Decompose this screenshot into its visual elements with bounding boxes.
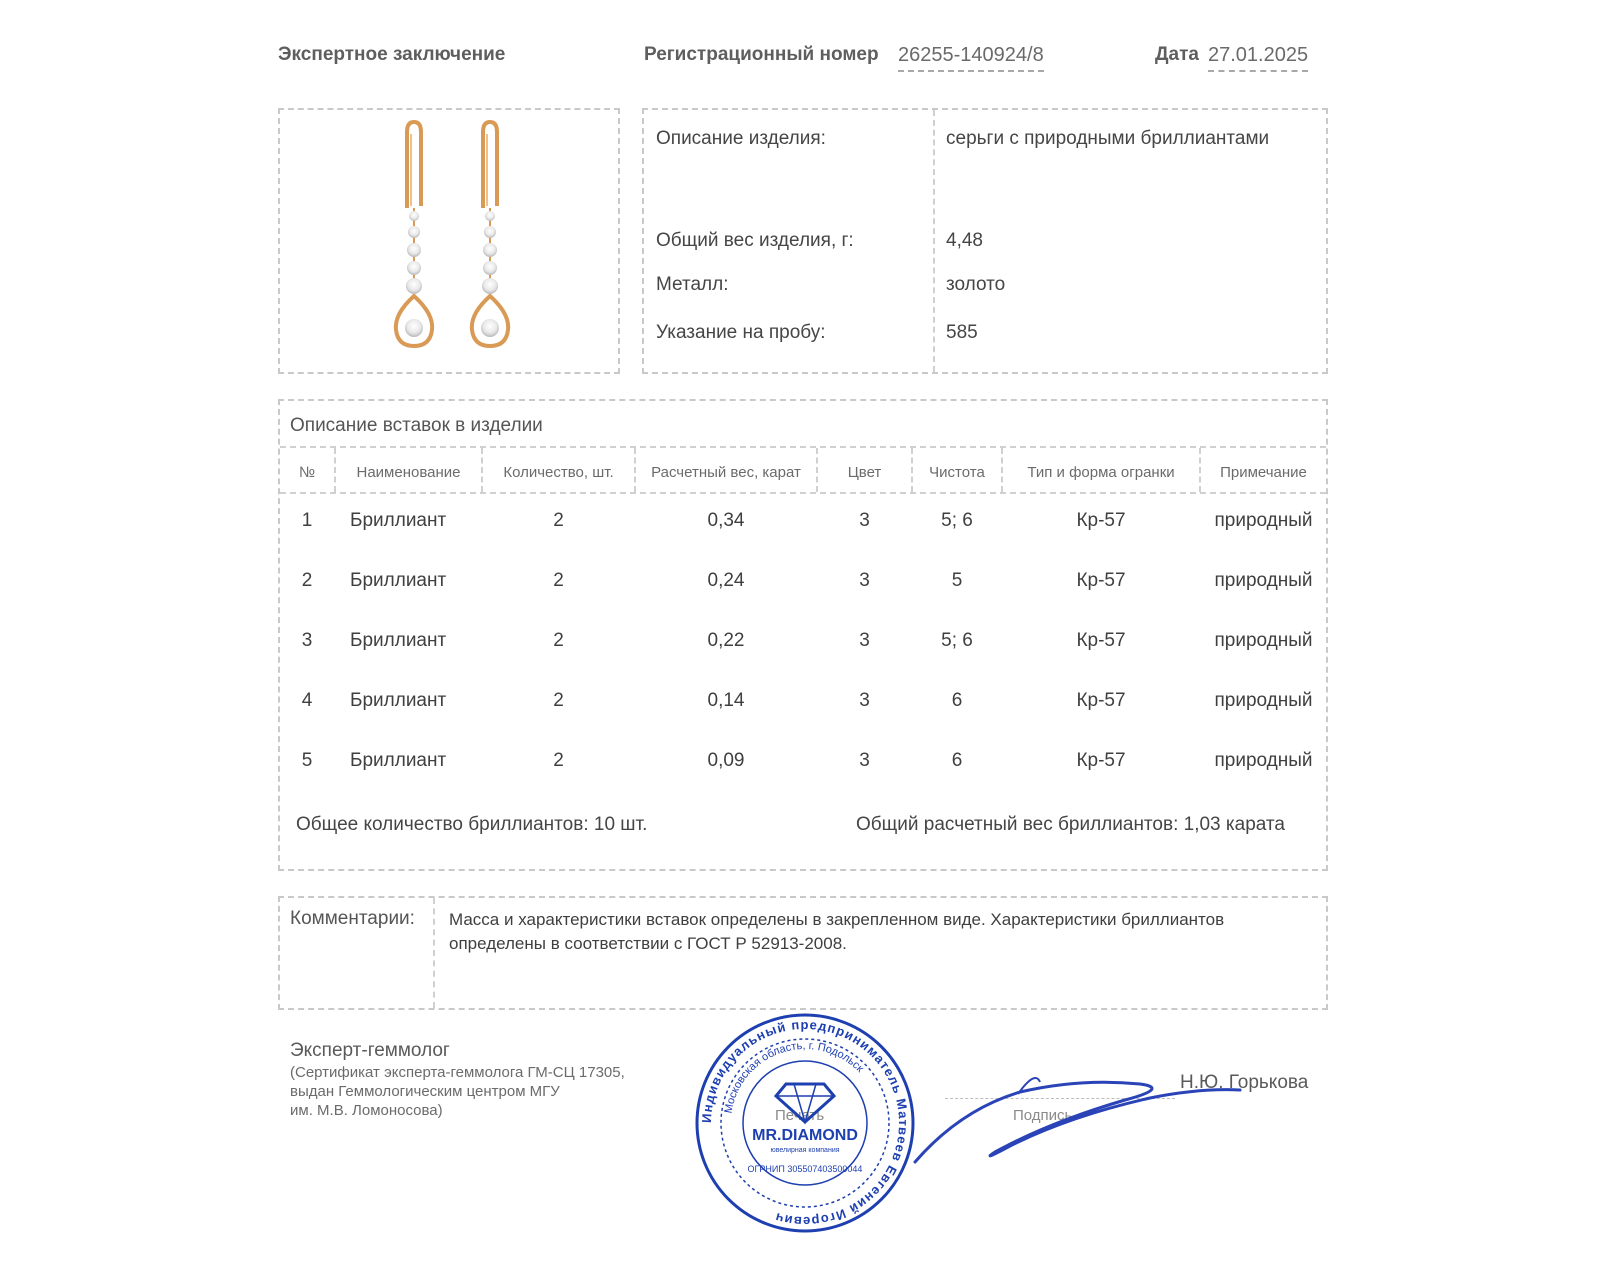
cell-weight: 0,22 — [707, 630, 745, 651]
cell-name: Бриллиант — [350, 570, 447, 591]
col-header-quantity: Количество, шт. — [503, 464, 614, 481]
item-metal-value: золото — [946, 274, 1006, 295]
cell-number: 1 — [301, 510, 313, 531]
table-row — [280, 630, 1326, 660]
cell-number: 4 — [301, 690, 313, 711]
col-header-weight: Расчетный вес, карат — [651, 464, 801, 481]
signature — [900, 1070, 1250, 1170]
col-header-name: Наименование — [356, 464, 461, 481]
cell-quantity: 2 — [553, 630, 564, 651]
expert-cert-line-1: (Сертификат эксперта-геммолога ГМ-СЦ 17305, — [290, 1064, 625, 1081]
total-weight: Общий расчетный вес бриллиантов: 1,03 карата — [856, 814, 1285, 835]
item-assay-label: Указание на пробу: — [656, 322, 826, 343]
comments-text: Масса и характеристики вставок определены в закрепленном виде. Характеристики бриллиантов определены в соответствии с ГОСТ Р 52913-2008. — [449, 910, 1225, 953]
total-count: Общее количество бриллиантов: 10 шт. — [296, 814, 648, 835]
cell-weight: 0,34 — [707, 510, 745, 531]
comments-label: Комментарии: — [290, 908, 415, 929]
right-earring-stones — [481, 211, 499, 337]
item-description-label: Описание изделия: — [656, 128, 826, 149]
stamp-hint: Печать — [775, 1107, 825, 1124]
cell-number: 5 — [301, 750, 313, 771]
cell-name: Бриллиант — [350, 630, 447, 651]
registration-label: Регистрационный номер — [644, 44, 879, 65]
cell-cut: Кр-57 — [1076, 510, 1126, 531]
document-title: Экспертное заключение — [278, 44, 506, 65]
cell-quantity: 2 — [553, 510, 564, 531]
expert-title: Эксперт-геммолог — [290, 1040, 450, 1061]
item-assay-value: 585 — [946, 322, 978, 343]
item-weight-value: 4,48 — [946, 230, 983, 251]
cell-color: 3 — [859, 570, 870, 591]
cell-color: 3 — [859, 630, 870, 651]
cell-cut: Кр-57 — [1076, 750, 1126, 771]
svg-text:Московская область, г. Подольс: Московская область, г. Подольск — [722, 1039, 866, 1115]
table-row — [280, 510, 1326, 540]
col-header-cut: Тип и форма огранки — [1027, 464, 1175, 481]
table-row — [280, 690, 1326, 720]
left-earring-stones — [405, 211, 423, 337]
cell-note: природный — [1214, 570, 1313, 591]
cell-weight: 0,09 — [707, 750, 745, 771]
cell-number: 3 — [301, 630, 313, 651]
registration-number: 26255-140924/8 — [898, 44, 1044, 72]
col-header-clarity: Чистота — [929, 464, 985, 481]
diamond-logo-icon — [776, 1084, 834, 1122]
cell-note: природный — [1214, 750, 1313, 771]
cell-clarity: 6 — [951, 750, 963, 771]
svg-text:MR.DIAMOND: MR.DIAMOND — [752, 1127, 858, 1144]
cell-weight: 0,14 — [707, 690, 745, 711]
cell-name: Бриллиант — [350, 750, 447, 771]
signature-hint: Подпись — [1013, 1107, 1073, 1124]
cell-clarity: 5 — [951, 570, 963, 591]
cell-name: Бриллиант — [350, 690, 447, 711]
expert-cert-line-3: им. М.В. Ломоносова) — [290, 1102, 443, 1119]
cell-clarity: 6 — [951, 690, 963, 711]
cell-clarity: 5; 6 — [941, 630, 973, 651]
cell-color: 3 — [859, 510, 870, 531]
cell-cut: Кр-57 — [1076, 690, 1126, 711]
cell-number: 2 — [301, 570, 313, 591]
cell-color: 3 — [859, 750, 870, 771]
cell-cut: Кр-57 — [1076, 570, 1126, 591]
expert-cert-line-2: выдан Геммологическим центром МГУ — [290, 1083, 560, 1100]
cell-note: природный — [1214, 690, 1313, 711]
cell-clarity: 5; 6 — [941, 510, 973, 531]
inserts-table — [280, 448, 1326, 868]
cell-color: 3 — [859, 690, 870, 711]
cell-note: природный — [1214, 630, 1313, 651]
table-row — [280, 750, 1326, 780]
table-row — [280, 570, 1326, 600]
inserts-title: Описание вставок в изделии — [290, 415, 543, 436]
item-weight-label: Общий вес изделия, г: — [656, 230, 854, 251]
date-value: 27.01.2025 — [1208, 44, 1308, 72]
earrings-photo — [280, 110, 618, 372]
item-photo-box — [278, 108, 620, 374]
cell-note: природный — [1214, 510, 1313, 531]
company-stamp — [694, 1012, 916, 1234]
cell-quantity: 2 — [553, 750, 564, 771]
col-header-color: Цвет — [847, 464, 882, 481]
cell-cut: Кр-57 — [1076, 630, 1126, 651]
cell-weight: 0,24 — [707, 570, 745, 591]
item-metal-label: Металл: — [656, 274, 729, 295]
svg-text:ОГРНИП 305507403500044: ОГРНИП 305507403500044 — [747, 1164, 863, 1174]
item-description-value: серьги с природными бриллиантами — [946, 128, 1270, 149]
cell-quantity: 2 — [553, 690, 564, 711]
cell-name: Бриллиант — [350, 510, 447, 531]
cell-quantity: 2 — [553, 570, 564, 591]
col-header-note: Примечание — [1220, 464, 1307, 481]
col-header-number: № — [298, 464, 316, 481]
expert-name: Н.Ю. Горькова — [1180, 1072, 1309, 1093]
svg-text:Индивидуальный предприниматель: Индивидуальный предприниматель Матвеев Евгений Игоревич — [698, 1016, 912, 1230]
date-label: Дата — [1155, 44, 1199, 65]
svg-text:ювелирная компания: ювелирная компания — [770, 1147, 840, 1154]
